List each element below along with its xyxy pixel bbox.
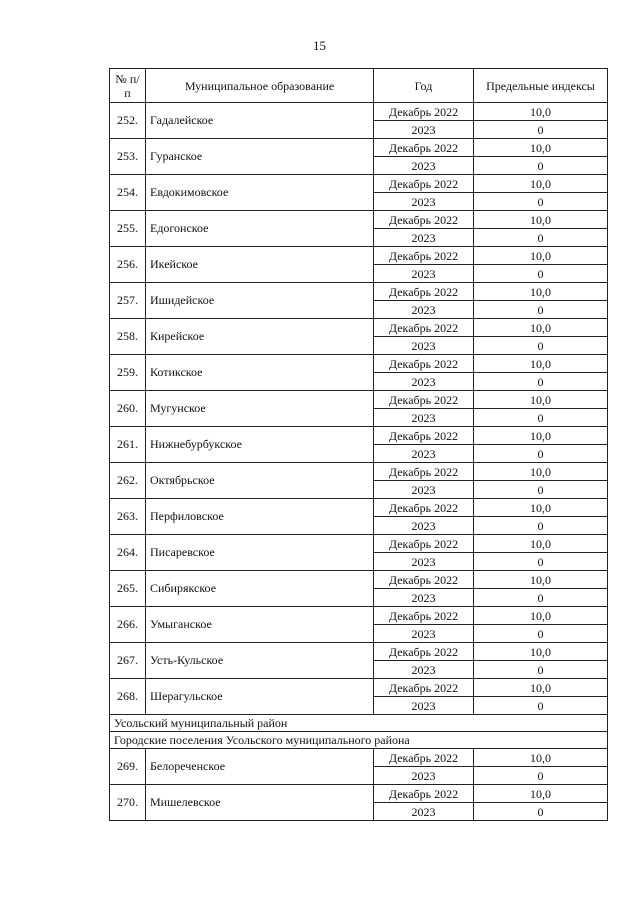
table-row bbox=[110, 499, 608, 517]
year-cell: 2023 bbox=[374, 517, 474, 535]
index-value: 0 bbox=[474, 265, 608, 283]
year-cell: Декабрь 2022 bbox=[374, 319, 474, 337]
row-number: 254. bbox=[110, 175, 146, 211]
index-value: 10,0 bbox=[474, 211, 608, 229]
municipality-name: Евдокимовское bbox=[146, 175, 374, 211]
year-cell: Декабрь 2022 bbox=[374, 283, 474, 301]
subgroup-row bbox=[110, 732, 608, 749]
group2-body bbox=[110, 749, 608, 821]
index-value: 0 bbox=[474, 157, 608, 175]
table-row bbox=[110, 679, 608, 697]
municipality-name: Усть-Кульское bbox=[146, 643, 374, 679]
district-section bbox=[110, 715, 608, 749]
year-cell: 2023 bbox=[374, 337, 474, 355]
index-value: 10,0 bbox=[474, 175, 608, 193]
year-cell: 2023 bbox=[374, 767, 474, 785]
municipality-name: Умыганское bbox=[146, 607, 374, 643]
district-row bbox=[110, 715, 608, 732]
row-number: 261. bbox=[110, 427, 146, 463]
row-number: 268. bbox=[110, 679, 146, 715]
index-value: 10,0 bbox=[474, 391, 608, 409]
row-number: 269. bbox=[110, 749, 146, 785]
row-number: 255. bbox=[110, 211, 146, 247]
municipality-name: Гадалейское bbox=[146, 103, 374, 139]
table-row bbox=[110, 247, 608, 265]
year-cell: 2023 bbox=[374, 697, 474, 715]
header-num: № п/п bbox=[110, 69, 146, 103]
table-row bbox=[110, 175, 608, 193]
table-row bbox=[110, 211, 608, 229]
row-number: 252. bbox=[110, 103, 146, 139]
year-cell: Декабрь 2022 bbox=[374, 679, 474, 697]
municipality-name: Перфиловское bbox=[146, 499, 374, 535]
row-number: 263. bbox=[110, 499, 146, 535]
index-value: 10,0 bbox=[474, 643, 608, 661]
index-value: 10,0 bbox=[474, 247, 608, 265]
year-cell: 2023 bbox=[374, 481, 474, 499]
index-value: 0 bbox=[474, 121, 608, 139]
row-number: 256. bbox=[110, 247, 146, 283]
row-number: 264. bbox=[110, 535, 146, 571]
municipality-name: Гуранское bbox=[146, 139, 374, 175]
row-number: 270. bbox=[110, 785, 146, 821]
table-row bbox=[110, 103, 608, 121]
table-header-row bbox=[110, 69, 608, 103]
index-value: 10,0 bbox=[474, 283, 608, 301]
municipality-name: Сибирякское bbox=[146, 571, 374, 607]
municipality-name: Белореченское bbox=[146, 749, 374, 785]
year-cell: Декабрь 2022 bbox=[374, 607, 474, 625]
year-cell: 2023 bbox=[374, 265, 474, 283]
indices-table bbox=[109, 68, 608, 821]
table-row bbox=[110, 139, 608, 157]
row-number: 262. bbox=[110, 463, 146, 499]
municipality-name: Нижнебурбукское bbox=[146, 427, 374, 463]
table-row bbox=[110, 643, 608, 661]
index-value: 10,0 bbox=[474, 607, 608, 625]
municipality-name: Икейское bbox=[146, 247, 374, 283]
year-cell: 2023 bbox=[374, 589, 474, 607]
index-value: 10,0 bbox=[474, 679, 608, 697]
index-value: 10,0 bbox=[474, 319, 608, 337]
year-cell: 2023 bbox=[374, 553, 474, 571]
municipality-name: Едогонское bbox=[146, 211, 374, 247]
index-value: 10,0 bbox=[474, 535, 608, 553]
index-value: 0 bbox=[474, 409, 608, 427]
table-row bbox=[110, 571, 608, 589]
table-row bbox=[110, 607, 608, 625]
index-value: 10,0 bbox=[474, 139, 608, 157]
group1-body bbox=[110, 103, 608, 715]
page-number: 15 bbox=[313, 38, 326, 53]
index-value: 0 bbox=[474, 661, 608, 679]
municipality-name: Котикское bbox=[146, 355, 374, 391]
table-row bbox=[110, 355, 608, 373]
index-value: 10,0 bbox=[474, 103, 608, 121]
row-number: 257. bbox=[110, 283, 146, 319]
index-value: 10,0 bbox=[474, 499, 608, 517]
year-cell: Декабрь 2022 bbox=[374, 139, 474, 157]
year-cell: 2023 bbox=[374, 229, 474, 247]
municipality-name: Писаревское bbox=[146, 535, 374, 571]
year-cell: 2023 bbox=[374, 661, 474, 679]
table-row bbox=[110, 427, 608, 445]
year-cell: Декабрь 2022 bbox=[374, 463, 474, 481]
year-cell: 2023 bbox=[374, 121, 474, 139]
index-value: 0 bbox=[474, 517, 608, 535]
year-cell: 2023 bbox=[374, 157, 474, 175]
municipality-name: Мугунское bbox=[146, 391, 374, 427]
index-value: 0 bbox=[474, 445, 608, 463]
index-value: 0 bbox=[474, 481, 608, 499]
year-cell: 2023 bbox=[374, 301, 474, 319]
municipality-name: Мишелевское bbox=[146, 785, 374, 821]
index-value: 0 bbox=[474, 697, 608, 715]
year-cell: Декабрь 2022 bbox=[374, 785, 474, 803]
year-cell: 2023 bbox=[374, 803, 474, 821]
year-cell: Декабрь 2022 bbox=[374, 535, 474, 553]
index-value: 0 bbox=[474, 301, 608, 319]
year-cell: Декабрь 2022 bbox=[374, 571, 474, 589]
index-value: 0 bbox=[474, 337, 608, 355]
index-value: 0 bbox=[474, 803, 608, 821]
year-cell: 2023 bbox=[374, 373, 474, 391]
district-title: Усольский муниципальный район bbox=[110, 715, 608, 732]
year-cell: 2023 bbox=[374, 625, 474, 643]
row-number: 258. bbox=[110, 319, 146, 355]
table-row bbox=[110, 785, 608, 803]
row-number: 253. bbox=[110, 139, 146, 175]
index-value: 0 bbox=[474, 767, 608, 785]
year-cell: Декабрь 2022 bbox=[374, 175, 474, 193]
row-number: 265. bbox=[110, 571, 146, 607]
index-value: 0 bbox=[474, 625, 608, 643]
row-number: 267. bbox=[110, 643, 146, 679]
year-cell: 2023 bbox=[374, 409, 474, 427]
municipality-name: Октябрьское bbox=[146, 463, 374, 499]
year-cell: Декабрь 2022 bbox=[374, 355, 474, 373]
index-value: 0 bbox=[474, 193, 608, 211]
index-value: 0 bbox=[474, 229, 608, 247]
index-value: 10,0 bbox=[474, 749, 608, 767]
header-year: Год bbox=[374, 69, 474, 103]
table-row bbox=[110, 283, 608, 301]
year-cell: 2023 bbox=[374, 445, 474, 463]
table-row bbox=[110, 749, 608, 767]
year-cell: Декабрь 2022 bbox=[374, 427, 474, 445]
header-limit-index: Предельные индексы bbox=[474, 69, 608, 103]
table-row bbox=[110, 463, 608, 481]
header-municipality: Муниципальное образование bbox=[146, 69, 374, 103]
row-number: 259. bbox=[110, 355, 146, 391]
index-value: 0 bbox=[474, 373, 608, 391]
index-value: 10,0 bbox=[474, 571, 608, 589]
year-cell: Декабрь 2022 bbox=[374, 749, 474, 767]
year-cell: Декабрь 2022 bbox=[374, 103, 474, 121]
year-cell: Декабрь 2022 bbox=[374, 499, 474, 517]
year-cell: Декабрь 2022 bbox=[374, 247, 474, 265]
year-cell: Декабрь 2022 bbox=[374, 643, 474, 661]
table-row bbox=[110, 319, 608, 337]
row-number: 260. bbox=[110, 391, 146, 427]
municipality-name: Кирейское bbox=[146, 319, 374, 355]
year-cell: Декабрь 2022 bbox=[374, 211, 474, 229]
row-number: 266. bbox=[110, 607, 146, 643]
index-value: 10,0 bbox=[474, 355, 608, 373]
index-value: 0 bbox=[474, 589, 608, 607]
table-row bbox=[110, 535, 608, 553]
year-cell: 2023 bbox=[374, 193, 474, 211]
subgroup-title: Городские поселения Усольского муниципального района bbox=[110, 732, 608, 749]
municipality-name: Ишидейское bbox=[146, 283, 374, 319]
municipality-name: Шерагульское bbox=[146, 679, 374, 715]
index-value: 10,0 bbox=[474, 427, 608, 445]
table-row bbox=[110, 391, 608, 409]
index-value: 0 bbox=[474, 553, 608, 571]
index-value: 10,0 bbox=[474, 463, 608, 481]
year-cell: Декабрь 2022 bbox=[374, 391, 474, 409]
index-value: 10,0 bbox=[474, 785, 608, 803]
